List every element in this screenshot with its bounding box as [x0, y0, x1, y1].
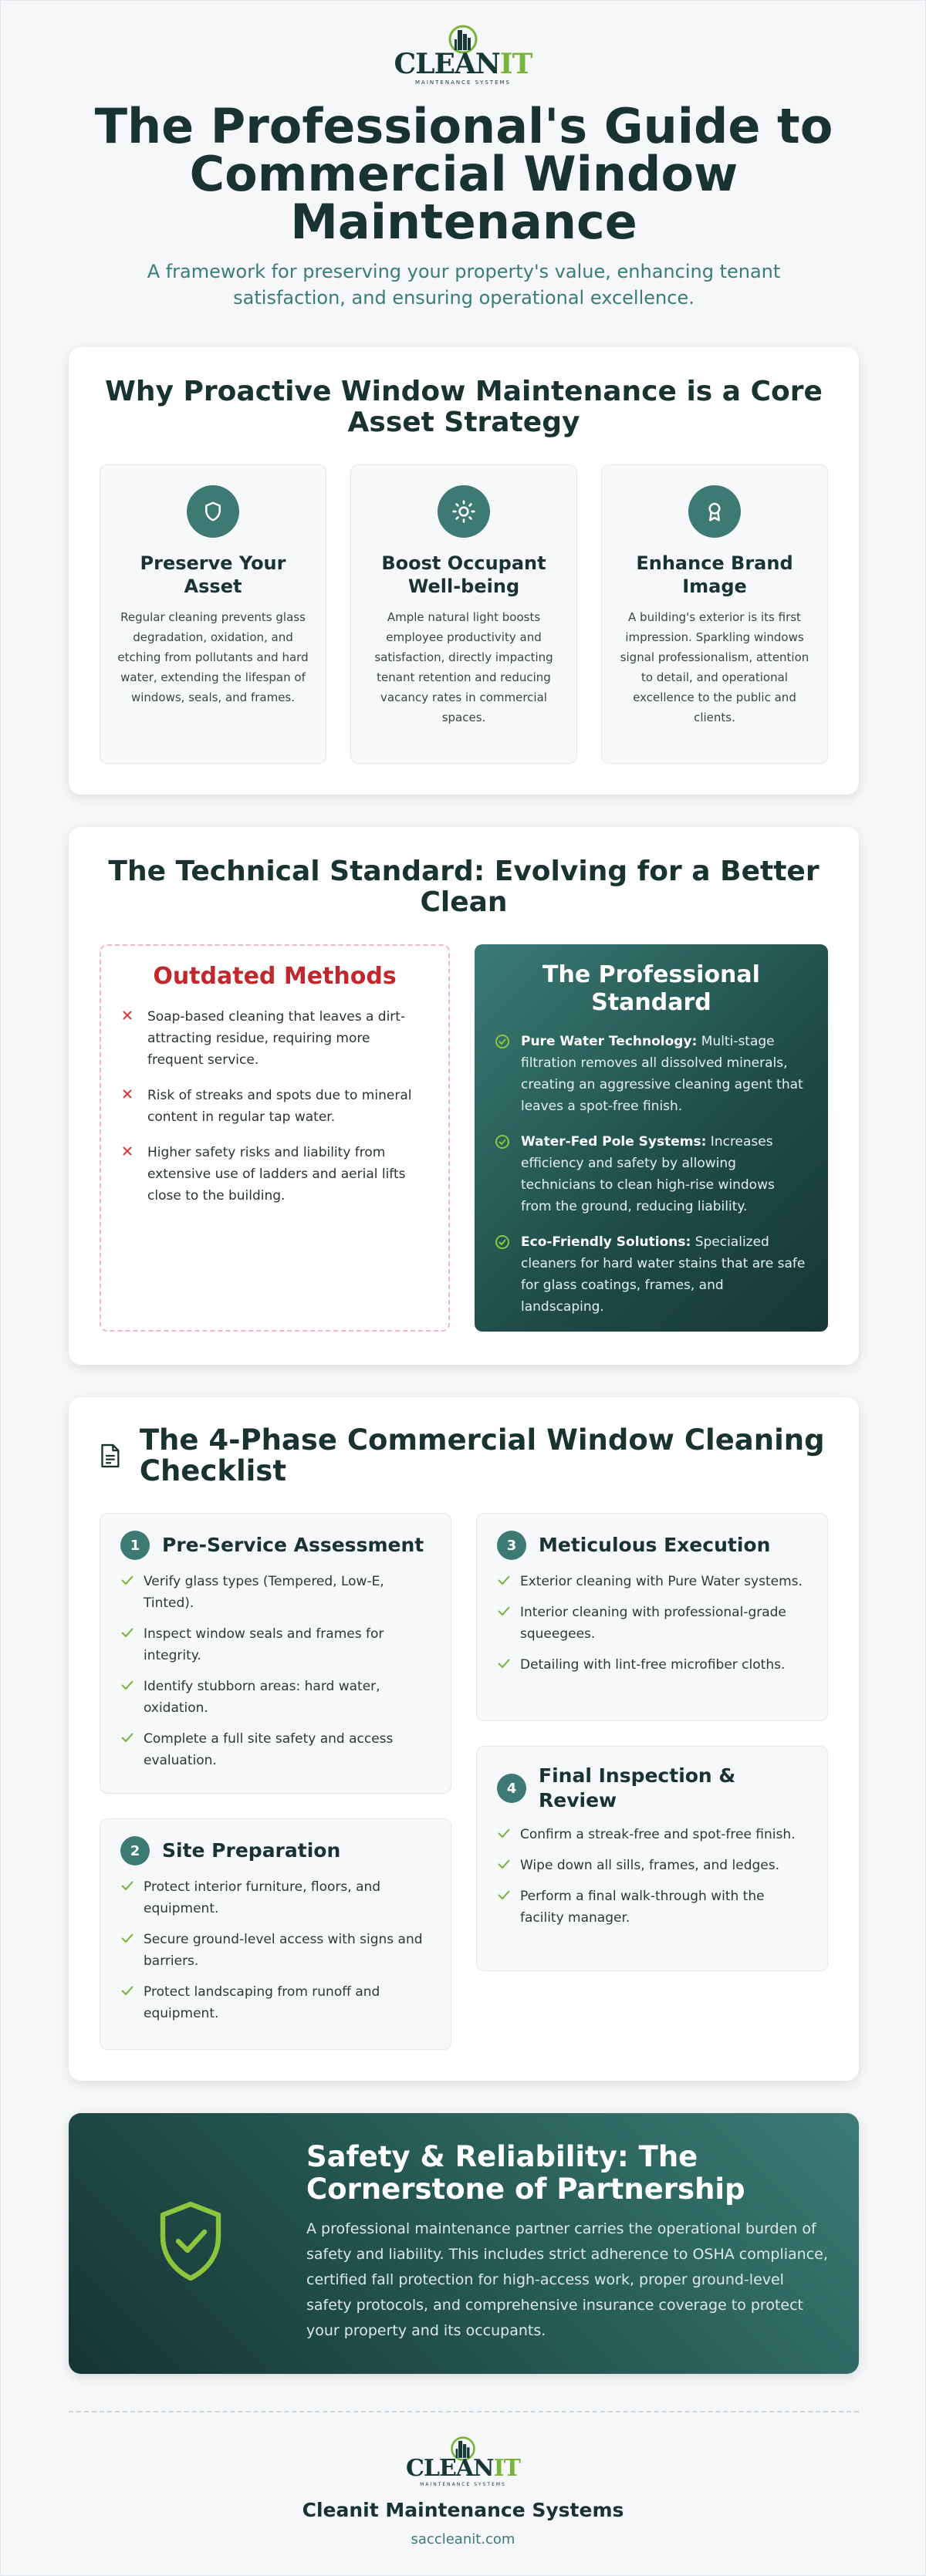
why-card-wellbeing [350, 464, 577, 764]
logo-tagline: MAINTENANCE SYSTEMS [420, 2482, 506, 2487]
check-icon [497, 1886, 520, 1904]
check-icon [120, 1623, 144, 1642]
list-item: Perform a final walk-through with the facility manager. [497, 1886, 807, 1929]
checklist-title: The 4-Phase Commercial Window Cleaning Checklist [139, 1423, 825, 1487]
phase-card-4 [476, 1746, 828, 1971]
phase-title: Meticulous Execution [539, 1534, 771, 1556]
logo-wordmark: CLEANIT [394, 48, 532, 80]
logo-wordmark: CLEANIT [406, 2455, 520, 2482]
safety-banner [69, 2113, 859, 2374]
tech-section [69, 827, 859, 1365]
list-item: Wipe down all sills, frames, and ledges. [497, 1855, 807, 1876]
list-item: Higher safety risks and liability from extensive use of ladders and aerial lifts close to the building. [121, 1142, 428, 1207]
professional-standard-title: The Professional Standard [542, 961, 760, 1016]
list-item: Protect interior furniture, floors, and equipment. [120, 1876, 431, 1919]
why-card-text: Ample natural light boosts employee productivity and satisfaction, directly impacting tenant retention and reducing vacancy rates in commercial spaces. [374, 610, 553, 724]
list-item: Identify stubborn areas: hard water, oxidation. [120, 1676, 431, 1719]
check-circle-icon [495, 1231, 521, 1253]
x-icon [121, 1085, 147, 1103]
list-item: Verify glass types (Tempered, Low-E, Tinted). [120, 1571, 431, 1614]
list-item: Interior cleaning with professional-grade squeegees. [497, 1602, 807, 1645]
why-card-brand [601, 464, 828, 764]
why-section [69, 347, 859, 795]
list-item: Pure Water Technology: Multi-stage filtration removes all dissolved minerals, creating an aggressive cleaning agent that leaves a spot-free finish. [495, 1031, 808, 1117]
check-icon [120, 1876, 144, 1895]
phase-number: 3 [497, 1531, 526, 1560]
list-item: Protect landscaping from runoff and equipment. [120, 1981, 431, 2024]
shield-check-icon [154, 2198, 228, 2284]
check-icon [120, 1929, 144, 1947]
list-item: Confirm a streak-free and spot-free finish. [497, 1824, 807, 1845]
phase-title: Pre-Service Assessment [162, 1534, 424, 1556]
sun-icon [438, 485, 490, 538]
outdated-methods-box [100, 944, 450, 1332]
check-circle-icon [495, 1131, 521, 1153]
why-section-title: Why Proactive Window Maintenance is a Core Asset Strategy [105, 376, 823, 438]
list-item: Risk of streaks and spots due to mineral content in regular tap water. [121, 1085, 428, 1128]
phase-card-2 [100, 1818, 451, 2050]
check-icon [497, 1654, 520, 1673]
check-icon [120, 1981, 144, 2000]
outdated-methods-title: Outdated Methods [153, 963, 397, 990]
check-icon [497, 1571, 520, 1589]
award-icon [688, 485, 741, 538]
phase-card-1 [100, 1513, 451, 1794]
safety-title: Safety & Reliability: The Cornerstone of Partnership [306, 2140, 745, 2206]
check-icon [120, 1571, 144, 1589]
professional-standard-box [475, 944, 828, 1332]
check-icon [497, 1824, 520, 1842]
page-subtitle: A framework for preserving your property's value, enhancing tenant satisfaction, and ensuring operational excellence. [147, 261, 781, 309]
phase-title: Site Preparation [162, 1839, 341, 1862]
x-icon [121, 1142, 147, 1160]
list-item: Soap-based cleaning that leaves a dirt-attracting residue, requiring more frequent service. [121, 1006, 428, 1071]
logo-tagline: MAINTENANCE SYSTEMS [415, 79, 511, 86]
list-item: Complete a full site safety and access evaluation. [120, 1728, 431, 1771]
phase-title: Final Inspection & Review [539, 1764, 736, 1811]
check-icon [497, 1602, 520, 1620]
safety-text: A professional maintenance partner carries the operational burden of safety and liability. This includes strict adherence to OSHA compliance, certified fall protection for high-access work, proper ground-level safety protocols, and comprehensive insurance coverage to protect your property and its occupants. [306, 2220, 828, 2339]
footer-logo [1, 2436, 925, 2487]
footer-company-name: Cleanit Maintenance Systems [302, 2499, 624, 2521]
checklist-header [100, 1425, 828, 1487]
check-circle-icon [495, 1031, 521, 1052]
x-icon [121, 1006, 147, 1025]
checklist-section [69, 1397, 859, 2081]
list-item: Water-Fed Pole Systems: Increases efficiency and safety by allowing technicians to clean high-rise windows from the ground, reducing liability. [495, 1131, 808, 1217]
shield-icon [187, 485, 239, 538]
phase-card-3 [476, 1513, 828, 1721]
footer-website-link[interactable]: saccleanit.com [411, 2531, 515, 2547]
list-item: Secure ground-level access with signs and barriers. [120, 1929, 431, 1972]
check-icon [497, 1855, 520, 1873]
document-icon [100, 1440, 121, 1471]
why-card-title: Preserve Your Asset [140, 552, 286, 597]
tech-section-title: The Technical Standard: Evolving for a Better Clean [108, 856, 820, 918]
page-title: The Professional's Guide to Commercial Window Maintenance [94, 98, 833, 250]
why-card-title: Boost Occupant Well-being [381, 552, 546, 597]
phase-number: 2 [120, 1836, 150, 1865]
why-card-preserve [100, 464, 326, 764]
why-card-text: A building's exterior is its first impression. Sparkling windows signal professionalism, attention to detail, and operational excellence to the public and clients. [620, 610, 809, 724]
why-card-text: Regular cleaning prevents glass degradation, oxidation, and etching from pollutants and hard water, extending the lifespan of windows, seals, and frames. [117, 610, 309, 704]
footer-divider [69, 2411, 859, 2412]
header-logo[interactable] [1, 24, 925, 86]
check-icon [120, 1676, 144, 1694]
phase-number: 1 [120, 1531, 150, 1560]
list-item: Inspect window seals and frames for integrity. [120, 1623, 431, 1666]
list-item: Detailing with lint-free microfiber cloths. [497, 1654, 807, 1676]
phase-number: 4 [497, 1774, 526, 1803]
check-icon [120, 1728, 144, 1747]
list-item: Exterior cleaning with Pure Water systems. [497, 1571, 807, 1592]
why-card-title: Enhance Brand Image [636, 552, 793, 597]
list-item: Eco-Friendly Solutions: Specialized cleaners for hard water stains that are safe for glass coatings, frames, and landscaping. [495, 1231, 808, 1318]
